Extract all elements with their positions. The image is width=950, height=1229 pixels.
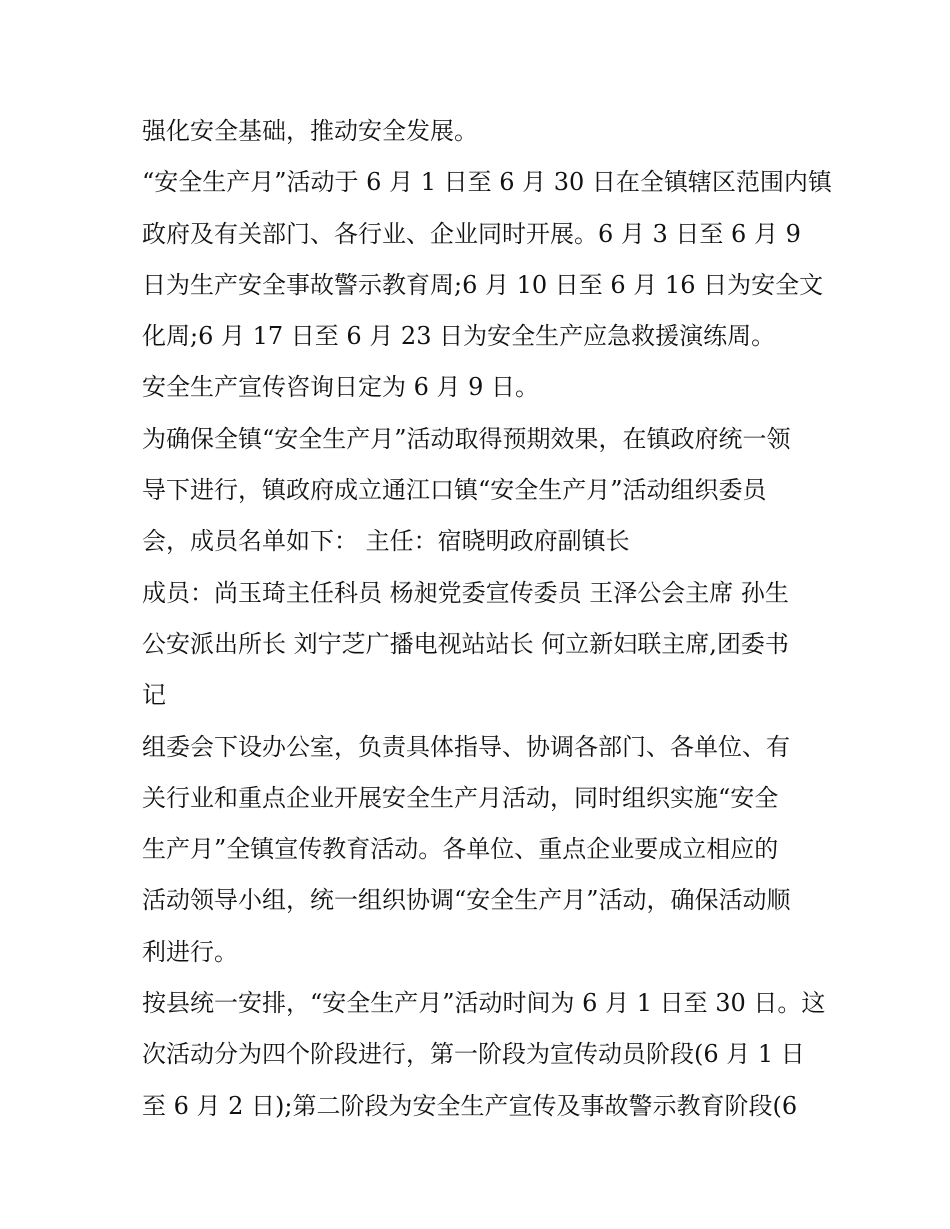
text-line: 按县统一安排，“安全生产月”活动时间为 6 月 1 日至 30 日。这 xyxy=(142,989,826,1018)
text-line: 日为生产安全事故警示教育周;6 月 10 日至 6 月 16 日为安全文 xyxy=(142,270,824,299)
text-line: 为确保全镇“安全生产月”活动取得预期效果，在镇政府统一领 xyxy=(142,424,791,453)
text-line: 成员：尚玉琦主任科员 杨昶党委宣传委员 王泽公会主席 孙生 xyxy=(142,578,789,607)
document-body xyxy=(142,106,832,1132)
text-line: 至 6 月 2 日);第二阶段为安全生产宣传及事故警示教育阶段(6 xyxy=(142,1091,798,1120)
text-line: 利进行。 xyxy=(142,937,238,966)
text-line: 化周;6 月 17 日至 6 月 23 日为安全生产应急救援演练周。 xyxy=(142,322,776,351)
text-line: 生产月”全镇宣传教育活动。各单位、重点企业要成立相应的 xyxy=(142,835,779,864)
text-line: 政府及有关部门、各行业、企业同时开展。6 月 3 日至 6 月 9 xyxy=(142,219,801,248)
text-line: 次活动分为四个阶段进行，第一阶段为宣传动员阶段(6 月 1 日 xyxy=(142,1040,805,1069)
text-line: “安全生产月”活动于 6 月 1 日至 6 月 30 日在全镇辖区范围内镇 xyxy=(142,168,832,197)
text-line: 强化安全基础，推动安全发展。 xyxy=(142,117,478,145)
text-line: 公安派出所长 刘宁芝广播电视站站长 何立新妇联主席,团委书 xyxy=(142,629,789,658)
text-line: 导下进行，镇政府成立通江口镇“安全生产月”活动组织委员 xyxy=(142,476,767,505)
text-line: 关行业和重点企业开展安全生产月活动，同时组织实施“安全 xyxy=(142,783,779,812)
text-line: 组委会下设办公室，负责具体指导、协调各部门、各单位、有 xyxy=(142,732,790,761)
text-line: 记 xyxy=(142,681,166,710)
text-line: 安全生产宣传咨询日定为 6 月 9 日。 xyxy=(142,373,540,402)
text-line: 活动领导小组，统一组织协调“安全生产月”活动，确保活动顺 xyxy=(142,886,791,915)
text-line: 会，成员名单如下： 主任：宿晓明政府副镇长 xyxy=(142,527,630,556)
